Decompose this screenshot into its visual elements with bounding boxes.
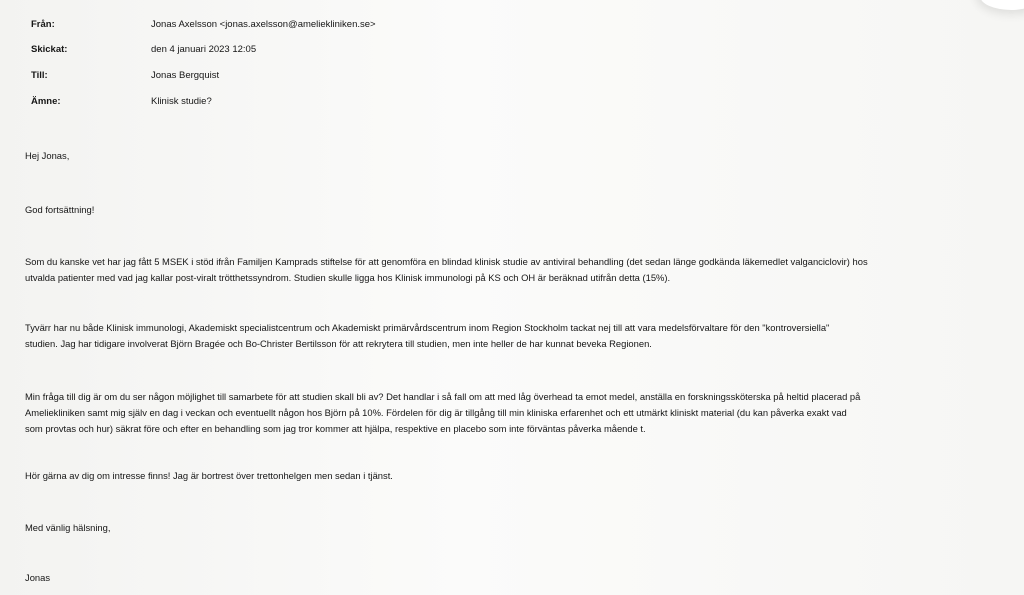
new-year-wish: God fortsättning! (25, 204, 95, 215)
signature: Jonas (25, 572, 51, 583)
paragraph-question-line: som provtas och hur) säkrat före och efter en behandling som jag tror kommer att hjälpa, respektive en placebo som inte förväntas påverka mående t. (25, 423, 646, 434)
paragraph-question-line: Min fråga till dig är om du ser någon möjlighet till samarbete för att studien skall bli av? Det handlar i så fall om att med låg överhead ta emot medel, anställa en forskningssköterska på heltid placerad på (25, 391, 861, 402)
paragraph-rejection-line: studien. Jag har tidigare involverat Björn Bragée och Bo-Christer Bertilsson för att rekrytera till studien, men inte heller de har kunnat beveka Regionen. (25, 338, 652, 349)
paragraph-funding-line: Som du kanske vet har jag fått 5 MSEK i stöd ifrån Familjen Kamprads stiftelse för att genomföra en blindad klinisk studie av antiviral behandling (det sedan länge godkända läkemedlet valganciclovir) hos (25, 256, 868, 267)
sent-label: Skickat: (31, 44, 68, 55)
page-corner-shadow (980, 0, 1024, 10)
paragraph-contact: Hör gärna av dig om intresse finns! Jag är bortrest över trettonhelgen men sedan i tjänst. (25, 470, 393, 481)
paragraph-question-line: Ameliekliniken samt mig själv en dag i veckan och eventuellt någon hos Björn på 10%. Fördelen för dig är tillgång till min kliniska erfarenhet och ett utmärkt kliniskt material (du kan påverka exakt vad (25, 407, 847, 418)
sent-value: den 4 januari 2023 12:05 (151, 44, 257, 55)
paragraph-funding-line: utvalda patienter med vad jag kallar post-viralt trötthetssyndrom. Studien skulle ligga hos Klinisk immunologi på KS och OH är beräknad utifrån detta (15%). (25, 272, 671, 283)
from-label: Från: (31, 19, 55, 30)
greeting: Hej Jonas, (25, 150, 70, 161)
subject-value: Klinisk studie? (151, 96, 212, 107)
to-label: Till: (31, 70, 48, 81)
paragraph-question (25, 389, 1010, 437)
to-value: Jonas Bergquist (151, 70, 220, 81)
from-value: Jonas Axelsson <jonas.axelsson@ameliekliniken.se> (151, 19, 376, 30)
closing: Med vänlig hälsning, (25, 522, 111, 533)
paragraph-rejection (25, 320, 1010, 352)
subject-label: Ämne: (31, 96, 61, 107)
paragraph-rejection-line: Tyvärr har nu både Klinisk immunologi, Akademiskt specialistcentrum och Akademiskt primärvårdscentrum inom Region Stockholm tackat nej till att vara medelsförvaltare för den "kontroversiella" (25, 322, 830, 333)
paragraph-funding (25, 254, 1010, 286)
